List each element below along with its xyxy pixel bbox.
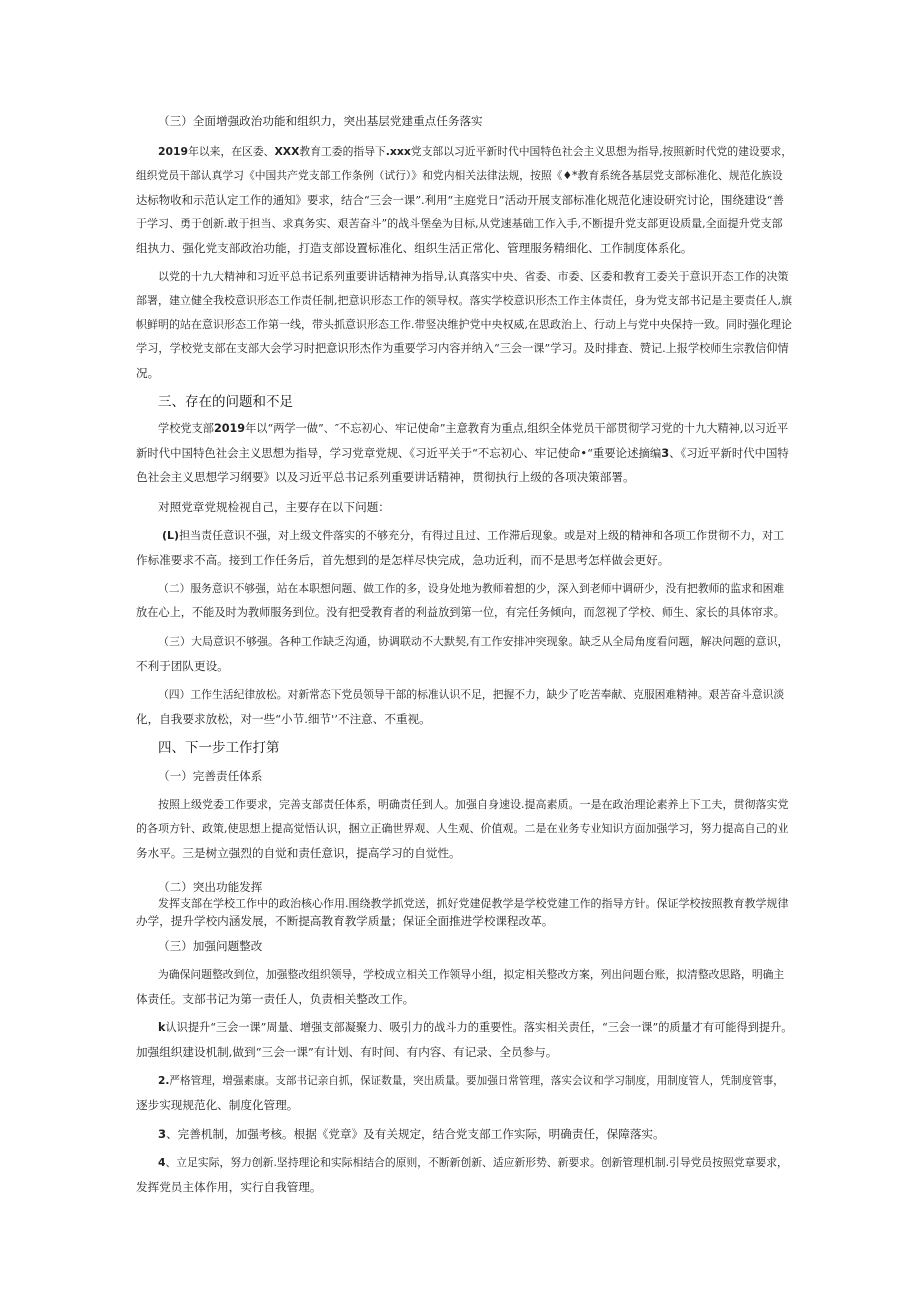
text-line: （三）大局意识不够强。各种工作缺乏沟通，协调联动不大默契,有工作安排冲突现象。缺乏从全局角度看问题，解决问题的意识， <box>158 635 789 648</box>
text-line: 2.严格管理，增强素康。支部书记亲自抓，保证数量，突出质量。要加强日常管理，落实会议和学习制度，用制度管人，凭制度管事， <box>158 1075 784 1087</box>
text-line: 达标物收和示范认定工作的通知》要求，结合“三会一课”.利用“主庭党日”活动开展支部标准化规范化速设研究讨论，围绕建设“善 <box>136 193 784 207</box>
text-line: 3、完善机制，加强考核。根据《党章》及有关规定，结合党支部工作实际，明确责任，保障落实。 <box>158 1127 665 1141</box>
text-line: 体责任。支部书记为第一责任人，负责相关整改工作。 <box>136 992 415 1006</box>
text-line: 况。 <box>136 366 160 380</box>
text-line: 逐步实现规范化、制度化管理。 <box>136 1098 299 1112</box>
paragraph-self-check: 对照党章党规检视自己，主要存在以下问题： <box>158 500 390 514</box>
text-line: 为确保问题整改到位，加强整改组织领导，学校成立相关工作领导小组，拟定相关整改方案，列出问题台账，拟清整改思路，明确主 <box>158 968 785 981</box>
text-line: 组执力、强化党支部政治功能，打造支部设置标准化、组织生活正常化、管理服务精细化、工作制度体系化。 <box>136 241 693 255</box>
text-line: 作标准要求不高。接到工作任务后，首先想到的是怎样尽快完成，急功近利，而不是思考怎样做会更好。 <box>136 553 670 567</box>
text-line: 按照上级党委工作要求，完善支部责任体系，明确责任到人。加强自身速设.提高素质。一是在政治理论素养上下工夫，贯彻落实党 <box>158 798 789 811</box>
year-number: 2019 <box>158 145 189 158</box>
text-line: （四）工作生活纪律放松。对新常态下党员领导干部的标准认识不足，把握不力，缺少了吃苦奉献、克服困难精神。艰苦奋斗意识淡 <box>158 688 785 701</box>
section-heading-problems: 三、存在的问题和不足 <box>158 394 293 410</box>
text-line: 部署，建立健全我校意识形态工作责任制,把意识形态工作的领导权。落实学校意识形杰工作主体责任，身为党支部书记是主要责任人,旗 <box>136 294 792 307</box>
text-line: 不利于团队更设。 <box>136 659 229 673</box>
text-line: 学习，学校党支部在支部大会学习时把意识形杰作为重要学习内容并纳入“三会一课”学习。及时排查、赞记.上报学校师生宗教信仰情 <box>136 342 789 355</box>
text-line: 学校党支部2019年以“两学一做”、″不忘初心、牢记使命”主意教育为重点,组织全体党员干部贯彻学习党的十九大精神,以习近平 <box>158 422 789 435</box>
subheading-function: （二）突出功能发挥 <box>158 880 263 894</box>
subheading-responsibility: （一）完善责任体系 <box>158 769 263 783</box>
text-line: （二）服务意识不够强，站在本职想问题、做工作的多，设身处地为教师着想的少，深入到老师中调研少，没有把教师的监求和困难 <box>158 582 785 595</box>
text-line: k认识提升“三会一课”周量、增强支部凝聚力、吸引力的战斗力的重要性。落实相关责任，“三会一课”的质量才有可能得到提升。 <box>158 1021 793 1034</box>
text-line: 2019年以来，在区委、XXX教育工委的指导下.xxx党支部以习近平新时代中国特色社会主义思想为指导,按照新时代党的建设要求， <box>158 145 793 158</box>
text-line: 色社会主义思想学习纲要》以及习近平总书记系列重要讲话精神，贯彻执行上级的各项决策部署。 <box>136 470 635 484</box>
text-line: 务水平。三是树立强烈的自觉和责任意识，提高学习的自觉性。 <box>136 846 461 860</box>
text-line: 以党的十九大精神和习近平总书记系列重要讲话精神为指导,认真落实中央、省委、市委、区委和教育工委关于意识开态工作的决策 <box>158 270 789 283</box>
text-line: 发挥支部在学校工作中的政治核心作用.围绕教学抓党送，抓好党建促教学是学校党建工作的指导方针。保证学校按照教育教学规律 <box>158 897 789 910</box>
text-line: (L)担当责任意识不强，对上级文件落实的不够充分，有得过且过、工作滞后现象。或是对上级的精神和各项工作贯彻不力，对工 <box>162 529 785 542</box>
subheading-rectification: （三）加强问题整改 <box>158 939 263 953</box>
section-subheading: （三）全面增强政治功能和组织力，突出基层党建重点任务落实 <box>158 114 483 128</box>
text-line: 新时代中国特色社会主义思想为指导，学习党章党规、《习近平关于“不忘初心、牢记使命•“重要论述摘编3、《习近平新时代中国特 <box>136 446 789 460</box>
text-line: 发挥党员主体作用，实行自我管理。 <box>136 1180 322 1194</box>
text-line: 办学，提升学校内涵发展，不断提高教育教学质量；保证全面推进学校课程改革。 <box>136 914 554 928</box>
text-line: 化，自我要求放松，对一些“小节.细节'’不注意、不重视。 <box>136 712 431 726</box>
text-line: 于学习、勇于创新.敢于担当、求真务实、艰苦奋斗”的战斗堡垒为目标,从党速基础工作入手,不断提升党支部更设质量,全面提升党支部 <box>136 217 783 230</box>
section-heading-next-steps: 四、下一步工作打第 <box>158 740 280 756</box>
text-line: 放在心上，不能及时为教师服务到位。没有把受教育者的利益放到第一位，有完任务倾向，而忽视了学校、师生、家长的具体帘求。 <box>136 606 785 619</box>
text-line: 的各项方针、政策,使思想上提高觉悟认识，捆立正确世界观、人生观、价值观。二是在业务专业知识方面加强学习，努力提高自己的业 <box>136 822 789 835</box>
text-line: 帜鲜明的站在意识形态工作第一线，带头抓意识形态工作.带竖决维护党中央权威,在思政治上、行动上与党中央保持一致。同时强化理论 <box>136 318 792 331</box>
text-line: 4、立足实际，努力创新.坚持理论和实际相结合的原则，不断新创新、适应新形势、新要求。创新管理机制.引导党员按照党章要求， <box>158 1156 788 1169</box>
text-line: 组织党员干部认真学习《中国共产党支部工作条例（试行）》和党内相关法律法规，按照《♦*教育系统各基层党支部标准化、规范化族设 <box>136 169 783 182</box>
text-line: 加强组织建设机制,做到“三会一课”有计划、有时间、有内容、有记录、全员参与。 <box>136 1045 558 1059</box>
